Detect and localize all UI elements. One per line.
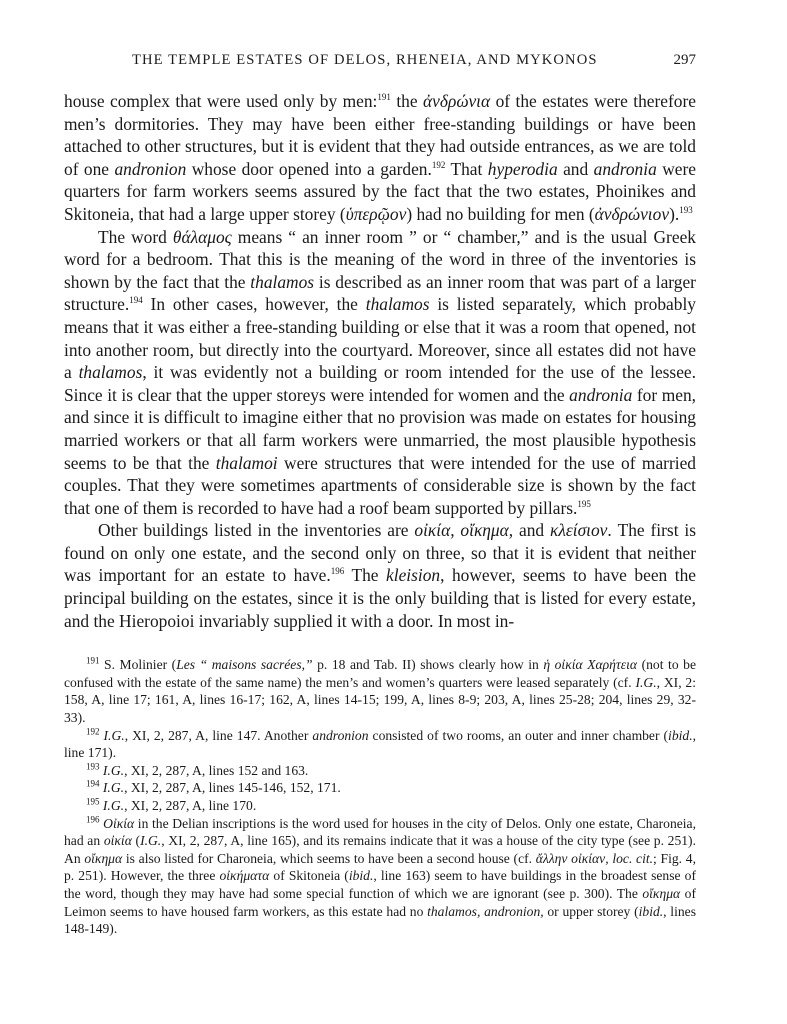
italic-text: ibid. [638,903,664,919]
text-run: means “ an inner room ” or “ chamber,” and is the usual Greek word for a bedroom. That this is the meaning of the word in three of the inventories is shown by the fact that the [64,226,696,292]
page [64,52,696,938]
italic-text: ἄλλην οἰκίαν, loc. cit. [535,850,654,866]
italic-text: ὑπερῷον [345,203,407,224]
italic-text: I.G. [102,798,125,813]
text-run: The [344,565,387,586]
text-run: , it was evidently not a building or room intended for the use of the lessee. Since it is clear that the upper storeys were intended for women and the [64,362,696,405]
footnote-ref: 194 [129,295,143,306]
text-run: ; Fig. 4, p. 251). However, the three [64,850,696,884]
footnote-ref: 196 [330,566,345,577]
text-run: That [445,158,488,179]
text-run: of Skitoneia ( [269,868,349,884]
footnote-ref: 191 [377,92,391,103]
text-run: (not to be confused with the estate of the same name) the men’s and women’s quarters were leased separately (cf. [64,657,696,690]
text-run: ( [131,833,141,849]
text-run: , XI, 2: 158, A, line 17; 161, A, lines 16-17; 162, A, lines 14-15; 199, A, lines 8-9; 203, A, lines 25-28; 204, lines 29, 32-33). [64,674,697,726]
text-run: whose door opened into a garden. [186,158,432,179]
italic-text: thalamos [250,271,315,292]
italic-text: thalamos, andronion, [427,903,544,919]
text-run: ). [669,203,680,224]
text-run: p. 18 and Tab. II) shows clearly how in [312,657,544,673]
italic-text: I.G. [635,674,657,690]
italic-text: thalamoi [215,452,278,473]
italic-text: Οἰκία [103,815,135,831]
text-run: of the estates were therefore men’s dormitories. They may have been either free-standing buildings or have been attached to other structures, but it is evident that they had outside entrances, as we are told of one [64,91,696,179]
italic-text: ibid. [668,727,693,743]
italic-text: ἡ οἰκία Χαρήτεια [543,657,638,673]
italic-text: thalamos [78,362,143,383]
footnote-196 [64,815,696,938]
text-run: and [557,158,594,179]
text-run: , lines 148-149). [64,903,696,937]
text-run: consisted of two rooms, an outer and inner chamber ( [368,727,669,743]
footnote-194 [64,779,696,797]
body-text [64,90,696,632]
italic-text: I.G. [140,833,162,849]
paragraph-1 [64,90,696,226]
italic-text: I.G. [102,762,125,778]
text-run: , XI, 2, 287, A, line 170. [124,798,257,813]
text-run: , XI, 2, 287, A, lines 145-146, 152, 171. [124,780,341,796]
italic-text: andronia [593,158,657,179]
footnote-191 [64,656,696,726]
text-run: The word [98,226,173,247]
text-run: the [390,91,424,111]
footnote-ref: 192 [431,159,446,170]
italic-text: οἴκημα [84,850,123,866]
text-run: In other cases, however, the [142,294,366,315]
text-run: , line 163) seem to have buildings in the broadest sense of the word, though they may have had some special function of which we are ignorant (see p. 300). The [64,868,696,901]
text-run: , XI, 2, 287, A, line 165), and its remains indicate that it was a house of the city type (see p. 251). An [64,833,696,866]
running-header [64,52,696,78]
footnote-number: 193 [86,761,100,772]
running-title: THE TEMPLE ESTATES OF DELOS, RHENEIA, AND MYKONOS [132,52,598,68]
italic-text: ibid. [348,868,374,884]
text-run: were quarters for farm workers seems assured by the fact that the two estates, Phoinikes and Skitoneia, that had a large upper storey ( [64,158,697,224]
paragraph-3 [64,519,696,632]
footnote-number: 192 [86,726,100,737]
italic-text: ἀνδρώνιον [594,203,670,224]
text-run: in the Delian inscriptions is the word used for houses in the city of Delos. Only one estate, Charoneia, had an [64,815,696,849]
italic-text: I.G. [102,780,125,796]
italic-text: andronia [569,384,633,405]
italic-text: andronion [312,727,369,743]
italic-text: οἰκία, οἴκημα, [414,520,514,541]
italic-text: οἰκία [103,833,132,849]
text-run: is listed separately, which probably means that it was either a free-standing building or else that it was a room that opened, not into another room, but directly into the courtyard. Moreover, since all estates did not have a [64,294,696,383]
text-run: Other buildings listed in the inventories are [98,520,415,541]
text-run: ) had no building for men ( [406,203,595,224]
page-number: 297 [673,52,696,68]
footnote-number: 194 [86,778,100,789]
italic-text: οἰκήματα [219,868,270,884]
italic-text: ἀνδρώνια [423,91,491,111]
footnote-195 [64,797,696,815]
italic-text: thalamos [365,294,430,315]
italic-text: θάλαμος [172,226,232,247]
text-run: , XI, 2, 287, A, lines 152 and 163. [124,762,309,778]
text-run: or upper storey ( [543,903,639,919]
paragraph-2 [64,226,696,520]
footnote-number: 191 [86,655,100,666]
text-run: of Leimon seems to have housed farm workers, as this estate had no [64,885,696,919]
italic-text: κλείσιον [550,520,608,541]
footnotes [64,656,696,938]
footnote-192 [64,727,696,762]
italic-text: andronion [114,158,187,179]
text-run: is also listed for Charoneia, which seems to have been a second house (cf. [122,850,536,866]
text-run: S. Molinier ( [104,657,177,673]
footnote-193 [64,762,696,780]
italic-text: kleision [386,565,441,586]
footnote-ref: 195 [577,498,591,509]
text-run: is described as an inner room that was part of a larger structure. [64,271,696,315]
footnote-ref: 193 [679,205,693,216]
text-run: and [513,520,550,541]
text-run: , XI, 2, 287, A, line 147. Another [124,727,313,743]
text-run: house complex that were used only by men: [64,91,378,111]
footnote-number: 195 [86,796,100,807]
text-run: for men, and since it is difficult to imagine either that no provision was made on estates for housing married workers or that all farm workers were unmarried, the most plausible hypothesis seems to be that the [64,384,696,473]
text-run: . The first is found on only one estate, and the second only on three, so that it is evident that neither was important for an estate to have. [64,520,696,586]
italic-text: Les “ maisons sacrées,” [176,657,313,673]
footnote-number: 196 [86,814,100,825]
text-run: , line 171). [64,727,696,761]
text-run: were structures that were intended for the use of married couples. That they were sometimes apartments of considerable size is shown by the fact that one of them is recorded to have had a roof beam supported by pillars. [64,452,696,518]
italic-text: hyperodia [487,158,558,179]
italic-text: I.G. [103,727,125,743]
italic-text: οἴκημα [642,885,681,901]
text-run: , however, seems to have been the principal building on the estates, since it is the only building that is listed for every estate, and the Hieropoioi invariably supplied it with a door. In most in- [64,565,697,631]
